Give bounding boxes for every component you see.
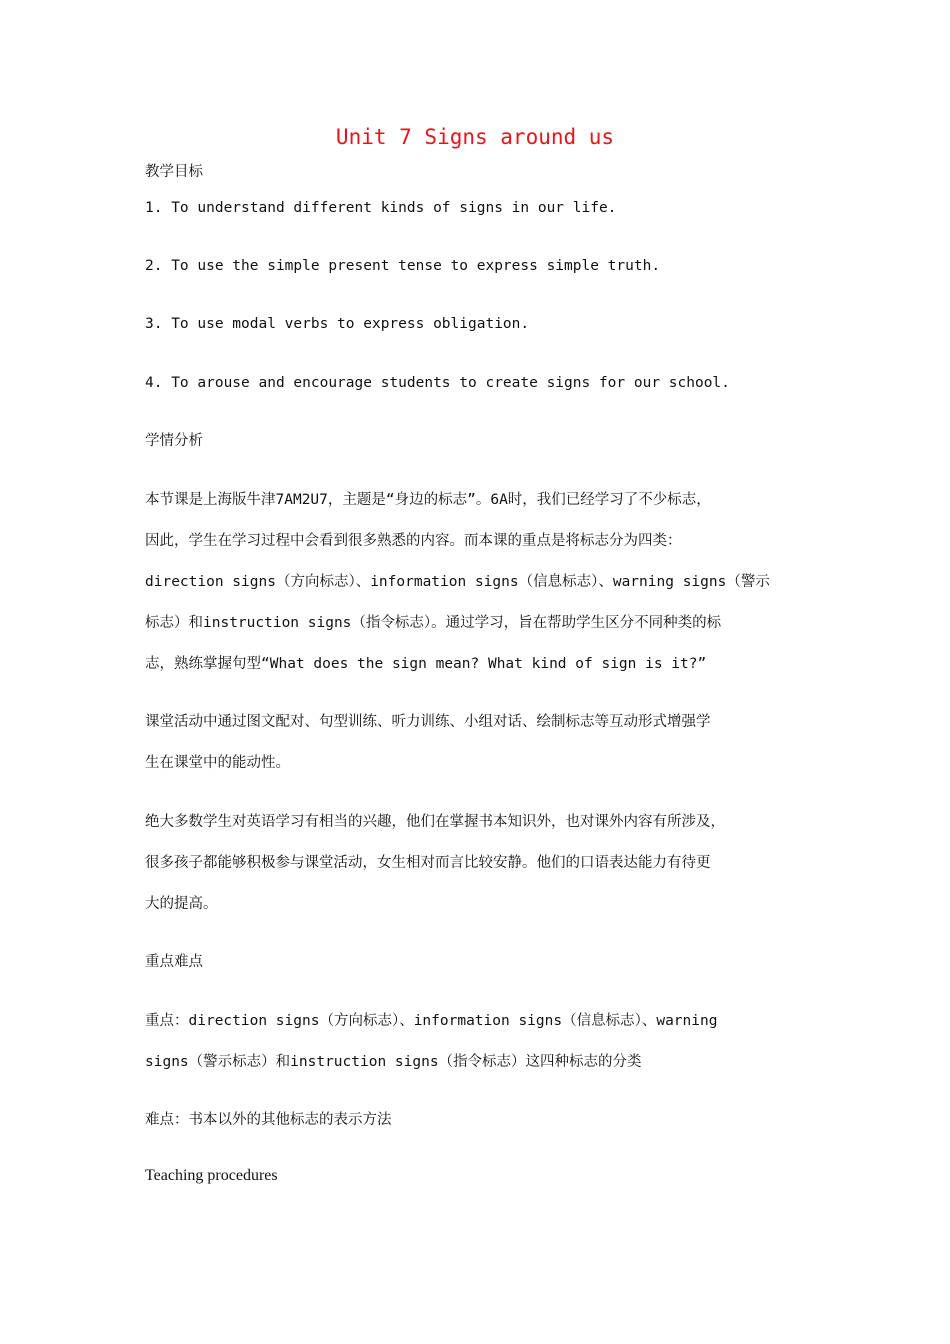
- analysis-line: direction signs（方向标志）、information signs（信息标志）、warning signs（警示: [145, 574, 770, 590]
- analysis-line: 因此，学生在学习过程中会看到很多熟悉的内容。而本课的重点是将标志分为四类：: [145, 533, 682, 549]
- analysis-line: 本节课是上海版牛津7AM2U7，主题是“身边的标志”。6A时，我们已经学习了不少标志，: [145, 492, 711, 508]
- section-heading-teaching-procedures: Teaching procedures: [145, 1167, 278, 1184]
- key-point-line: 重点：direction signs（方向标志）、information signs（信息标志）、warning: [145, 1013, 718, 1029]
- section-heading-analysis: 学情分析: [145, 433, 203, 449]
- document-title: Unit 7 Signs around us: [335, 125, 615, 149]
- section-heading-objectives: 教学目标: [145, 164, 203, 180]
- analysis-line: 绝大多数学生对英语学习有相当的兴趣，他们在掌握书本知识外，也对课外内容有所涉及，: [145, 814, 725, 830]
- difficulty-line: 难点：书本以外的其他标志的表示方法: [145, 1112, 392, 1128]
- analysis-line: 志，熟练掌握句型“What does the sign mean? What kind of sign is it?”: [145, 656, 707, 672]
- objective-item: 1. To understand different kinds of signs in our life.: [145, 200, 617, 216]
- analysis-line: 生在课堂中的能动性。: [145, 755, 290, 771]
- analysis-line: 标志）和instruction signs（指令标志）。通过学习，旨在帮助学生区分不同种类的标: [145, 615, 722, 631]
- objective-item: 3. To use modal verbs to express obligation.: [145, 316, 530, 332]
- key-point-line: signs（警示标志）和instruction signs（指令标志）这四种标志的分类: [145, 1054, 642, 1070]
- analysis-line: 大的提高。: [145, 896, 218, 912]
- section-heading-key-points: 重点难点: [145, 954, 203, 970]
- analysis-line: 课堂活动中通过图文配对、句型训练、听力训练、小组对话、绘制标志等互动形式增强学: [145, 714, 711, 730]
- objective-item: 4. To arouse and encourage students to create signs for our school.: [145, 375, 730, 391]
- analysis-line: 很多孩子都能够积极参与课堂活动，女生相对而言比较安静。他们的口语表达能力有待更: [145, 855, 711, 871]
- objective-item: 2. To use the simple present tense to express simple truth.: [145, 258, 661, 274]
